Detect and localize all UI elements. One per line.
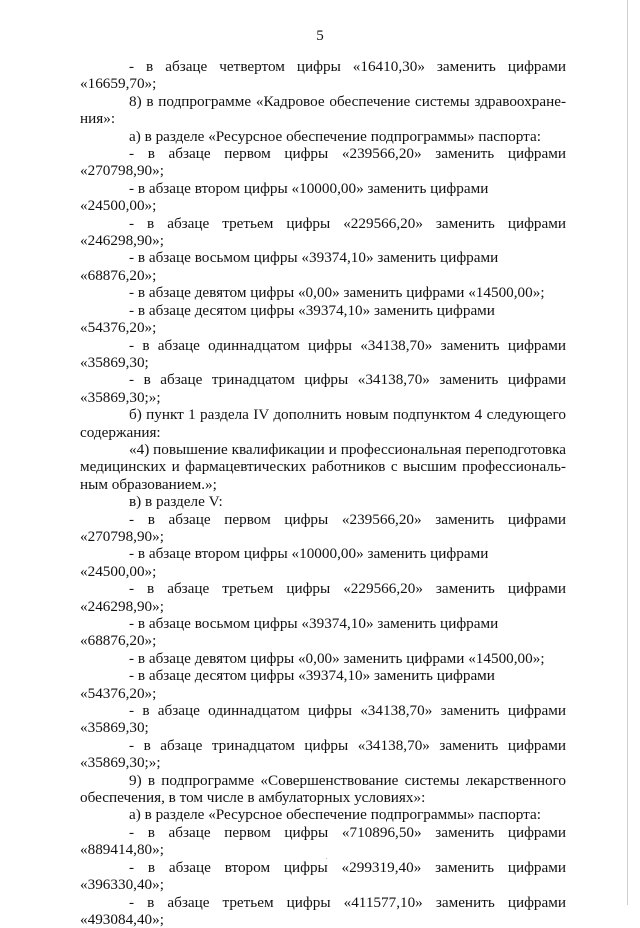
page-edge-line bbox=[627, 0, 628, 905]
paragraph: 9) в подпрограмме «Совершенствование системы лекарственного обеспечения, в том числе в амбулаторных условиях»: bbox=[80, 772, 566, 807]
paragraph: - в абзаце третьем цифры «229566,20» заменить цифрами «246298,90»; bbox=[80, 215, 566, 250]
paragraph: - в абзаце первом цифры «710896,50» заменить цифрами «889414,80»; bbox=[80, 824, 566, 859]
paragraph: - в абзаце втором цифры «299319,40» заменить цифрами «396330,40»; bbox=[80, 859, 566, 894]
paragraph: «4) повышение квалификации и профессиональная переподготовка медицинских и фармацевтических работников с высшим профессиональ-ным образованием.»; bbox=[80, 441, 566, 493]
paragraph: 8) в подпрограмме «Кадровое обеспечение системы здравоохране-ния»: bbox=[80, 93, 566, 128]
paragraph: - в абзаце тринадцатом цифры «34138,70» заменить цифрами «35869,30;»; bbox=[80, 737, 566, 772]
paragraph: - в абзаце втором цифры «10000,00» заменить цифрами «24500,00»; bbox=[80, 545, 566, 580]
paragraph: - в абзаце девятом цифры «0,00» заменить цифрами «14500,00»; bbox=[80, 650, 566, 667]
paragraph: - в абзаце одиннадцатом цифры «34138,70» заменить цифрами «35869,30; bbox=[80, 702, 566, 737]
paragraph: а) в разделе «Ресурсное обеспечение подпрограммы» паспорта: bbox=[80, 128, 566, 145]
paragraph: а) в разделе «Ресурсное обеспечение подпрограммы» паспорта: bbox=[80, 806, 566, 823]
paragraph: б) пункт 1 раздела IV дополнить новым подпунктом 4 следующего содержания: bbox=[80, 406, 566, 441]
paragraph: - в абзаце первом цифры «239566,20» заменить цифрами «270798,90»; bbox=[80, 145, 566, 180]
paragraph: - в абзаце восьмом цифры «39374,10» заменить цифрами «68876,20»; bbox=[80, 249, 566, 284]
page-number: 5 bbox=[0, 28, 640, 45]
paragraph: - в абзаце первом цифры «239566,20» заменить цифрами «270798,90»; bbox=[80, 511, 566, 546]
paragraph: - в абзаце девятом цифры «0,00» заменить цифрами «14500,00»; bbox=[80, 284, 566, 301]
paragraph: - в абзаце тринадцатом цифры «34138,70» заменить цифрами «35869,30;»; bbox=[80, 371, 566, 406]
scan-speck bbox=[326, 858, 327, 859]
paragraph: - в абзаце одиннадцатом цифры «34138,70» заменить цифрами «35869,30; bbox=[80, 337, 566, 372]
paragraph: - в абзаце третьем цифры «229566,20» заменить цифрами «246298,90»; bbox=[80, 580, 566, 615]
paragraph: - в абзаце десятом цифры «39374,10» заменить цифрами «54376,20»; bbox=[80, 302, 566, 337]
paragraph: в) в разделе V: bbox=[80, 493, 566, 510]
paragraph: - в абзаце втором цифры «10000,00» заменить цифрами «24500,00»; bbox=[80, 180, 566, 215]
paragraph: - в абзаце десятом цифры «39374,10» заменить цифрами «54376,20»; bbox=[80, 667, 566, 702]
document-body bbox=[80, 58, 566, 928]
paragraph: - в абзаце третьем цифры «411577,10» заменить цифрами «493084,40»; bbox=[80, 894, 566, 928]
paragraph: - в абзаце восьмом цифры «39374,10» заменить цифрами «68876,20»; bbox=[80, 615, 566, 650]
paragraph: - в абзаце четвертом цифры «16410,30» заменить цифрами «16659,70»; bbox=[80, 58, 566, 93]
